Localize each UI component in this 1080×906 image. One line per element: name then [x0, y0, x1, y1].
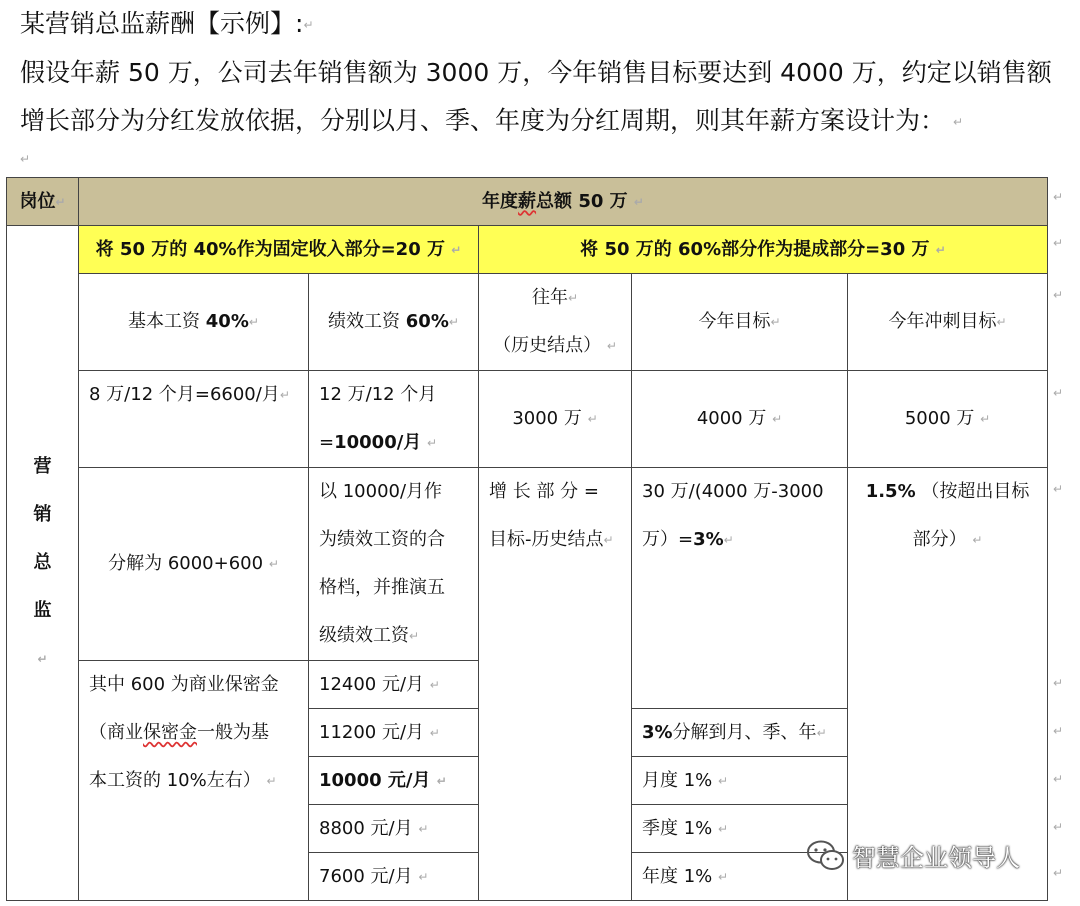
growth-definition	[479, 468, 632, 901]
intro-title: 某营销总监薪酬【示例】:↵	[20, 9, 314, 38]
history-value: 3000 万 ↵	[479, 371, 632, 468]
target-label: 今年目标↵	[632, 274, 848, 371]
sprint-target-value: 5000 万 ↵	[848, 371, 1048, 468]
position-title: 营 销 总 监 ↵	[33, 456, 52, 666]
row-end-mark: ↵	[1053, 236, 1064, 250]
quarterly-rate: 季度 1% ↵	[632, 805, 848, 853]
paragraph-mark: ↵	[20, 152, 31, 166]
sprint-rate-line2: 部分） ↵	[912, 529, 983, 550]
perf-desc-line: 级绩效工资↵	[319, 625, 420, 646]
table-header-row	[7, 178, 1048, 226]
growth-line2: 目标-历史结点↵	[489, 529, 614, 550]
secret-line1: 其中 600 为商业保密金	[89, 674, 279, 695]
position-header: 岗位↵	[7, 178, 79, 226]
performance-level: 12400 元/月 ↵	[309, 661, 479, 709]
sprint-target-label: 今年冲刺目标↵	[848, 274, 1048, 371]
sprint-rate-line1: 1.5% （按超出目标	[865, 481, 1030, 502]
row-end-mark: ↵	[1053, 724, 1064, 738]
confidentiality-fund	[79, 661, 309, 901]
row-end-mark: ↵	[1053, 386, 1064, 400]
watermark	[806, 838, 1020, 873]
rate-split: 3%分解到月、季、年↵	[632, 709, 848, 757]
target-value: 4000 万 ↵	[632, 371, 848, 468]
row-end-mark: ↵	[1053, 820, 1064, 834]
total-salary-header: 年度薪总额 50 万 ↵	[79, 178, 1048, 226]
secret-line2: （商业保密金一般为基	[89, 722, 269, 743]
perf-desc-line: 以 10000/月作	[319, 481, 443, 502]
intro-line-3: 增长部分为分红发放依据，分别以月、季、年度为分红周期，则其年薪方案设计为： ↵	[20, 106, 964, 135]
perf-desc-line: 为绩效工资的合	[319, 529, 445, 550]
performance-level: 7600 元/月 ↵	[309, 853, 479, 901]
history-label-line1: 往年↵	[531, 287, 579, 308]
performance-description	[309, 468, 479, 661]
performance-salary-label: 绩效工资 60%↵	[309, 274, 479, 371]
base-salary-calc: 8 万/12 个月=6600/月↵	[79, 371, 309, 468]
base-salary-split: 分解为 6000+600 ↵	[79, 468, 309, 661]
table-row	[7, 274, 1048, 371]
growth-line1: 增 长 部 分 =	[489, 481, 599, 502]
target-rate-line2: 万）=3%↵	[642, 529, 734, 550]
perf-calc-line2: =10000/月 ↵	[319, 432, 438, 453]
monthly-rate: 月度 1% ↵	[632, 757, 848, 805]
watermark-text: 智慧企业领导人	[852, 844, 1020, 872]
row-end-mark: ↵	[1053, 288, 1064, 302]
position-cell	[7, 226, 79, 901]
history-label	[479, 274, 632, 371]
table-row	[7, 226, 1048, 274]
base-salary-label: 基本工资 40%↵	[79, 274, 309, 371]
intro-line-2: 假设年薪 50 万，公司去年销售额为 3000 万，今年销售目标要达到 4000 万，约定以销售额	[20, 58, 1052, 87]
table-row	[7, 371, 1048, 468]
performance-level: 8800 元/月 ↵	[309, 805, 479, 853]
performance-salary-calc	[309, 371, 479, 468]
fixed-income-header: 将 50 万的 40%作为固定收入部分=20 万 ↵	[79, 226, 479, 274]
intro-text	[20, 0, 1080, 146]
sprint-rate	[848, 468, 1048, 901]
table-row	[7, 468, 1048, 661]
perf-calc-line1: 12 万/12 个月	[319, 384, 437, 405]
row-end-mark: ↵	[1053, 676, 1064, 690]
salary-table	[6, 177, 1048, 901]
commission-header: 将 50 万的 60%部分作为提成部分=30 万 ↵	[479, 226, 1048, 274]
history-label-line2: （历史结点） ↵	[493, 335, 617, 356]
target-rate-line1: 30 万/(4000 万-3000	[642, 481, 824, 502]
row-end-mark: ↵	[1053, 190, 1064, 204]
wechat-icon	[806, 839, 846, 873]
perf-desc-line: 格档，并推演五	[319, 577, 445, 598]
secret-line3: 本工资的 10%左右） ↵	[89, 770, 277, 791]
row-end-mark: ↵	[1053, 772, 1064, 786]
annual-rate: 年度 1% ↵	[632, 853, 848, 901]
performance-level: 11200 元/月 ↵	[309, 709, 479, 757]
row-end-mark: ↵	[1053, 482, 1064, 496]
row-end-mark: ↵	[1053, 866, 1064, 880]
target-rate	[632, 468, 848, 709]
performance-level: 10000 元/月 ↵	[309, 757, 479, 805]
